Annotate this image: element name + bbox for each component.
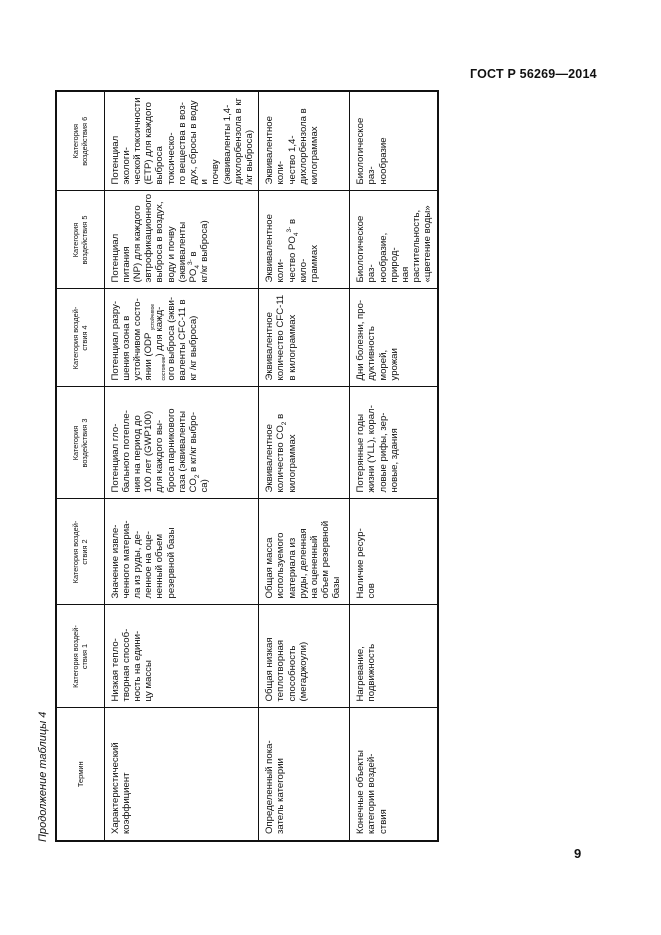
table-row — [350, 91, 438, 841]
cell-category-4: Дни болезни, про- дуктивность морей, урожаи — [350, 289, 438, 387]
cell-category-1: Низкая тепло- творная способ- ность на едини- цу массы — [104, 605, 259, 708]
cell-category-5: Эквивалентное коли- чество $PO_4^{3-}$ в кило- граммах — [259, 191, 350, 289]
column-header-category-6: Категория воздействия 6 — [56, 91, 104, 191]
rotated-table-block — [37, 92, 434, 842]
cell-category-2: Наличие ресур- сов — [350, 499, 438, 605]
cell-term: Определенный пока- затель категории — [259, 708, 350, 841]
column-header-category-2: Категория воздей- ствия 2 — [56, 499, 104, 605]
header-row — [56, 91, 104, 841]
table-caption: Продолжение таблицы 4 — [37, 711, 49, 842]
cell-category-1: Нагревание, подвижность — [350, 605, 438, 708]
page-number: 9 — [574, 846, 582, 861]
cell-term: Характеристический коэффициент — [104, 708, 259, 841]
cell-category-2: Значение извле- ченного материа- ла из руды, де- ленное на оце- ненный объем резервной базы — [104, 499, 259, 605]
cell-category-3: Потенциал гло- бального потепле- ния на период до 100 лет (GWP100) для каждого вы- броса парникового газа (эквиваленты $CO_2$ в кг/кг выбро- са) — [104, 387, 259, 499]
cell-category-2: Общая масса используемого материала из руды, деленная на оцененный объем резервной базы — [259, 499, 350, 605]
column-header-term: Термин — [56, 708, 104, 841]
cell-term: Конечные объекты категории воздей- ствия — [350, 708, 438, 841]
column-header-category-3: Категория воздействия 3 — [56, 387, 104, 499]
impact-categories-table — [55, 90, 439, 842]
cell-category-3: Потерянные годы жизни (YLL), корал- ловые рифы, зер- новые, здания — [350, 387, 438, 499]
table-row — [259, 91, 350, 841]
column-header-category-1: Категория воздей- ствия 1 — [56, 605, 104, 708]
cell-category-6: Эквивалентное коли- чество 1,4- дихлорбензола в килограммах — [259, 91, 350, 191]
table-row — [104, 91, 259, 841]
cell-category-1: Общая низкая теплотворная способность (мегаджоули) — [259, 605, 350, 708]
column-header-category-4: Категория воздей- ствия 4 — [56, 289, 104, 387]
column-header-category-5: Категория воздействия 5 — [56, 191, 104, 289]
cell-category-4: Эквивалентное количество CFC-11 в килограммах — [259, 289, 350, 387]
cell-category-6: Потенциал экологи- ческой токсичности (ETP) для каждого выброса токсическо- го вещества в воз- дух, сбросы в воду и почву (эквиваленты 1,4- дихлорбензола в кг /кг выброса) — [104, 91, 259, 191]
cell-category-5: Потенциал питания (NP) для каждого эвтрофикационного выброса в воздух, воду и почву (эквиваленты $PO_4^{3-}$ в кг/кг выброса) — [104, 191, 259, 289]
cell-category-4: Потенциал разру- шения озона в устойчивом состо- янии (ODP $_{устойчивое состояние}$) для кажд- ого выброса (экви- валенты CFC-11 в кг /кг выброса) — [104, 289, 259, 387]
cell-category-6: Биологическое раз- нообразие — [350, 91, 438, 191]
cell-category-3: Эквивалентное количество $CO_2$ в килограммах — [259, 387, 350, 499]
cell-category-5: Биологическое раз- нообразие, природ- ная растительность, «цветение воды» — [350, 191, 438, 289]
standard-code: ГОСТ Р 56269—2014 — [470, 67, 597, 81]
